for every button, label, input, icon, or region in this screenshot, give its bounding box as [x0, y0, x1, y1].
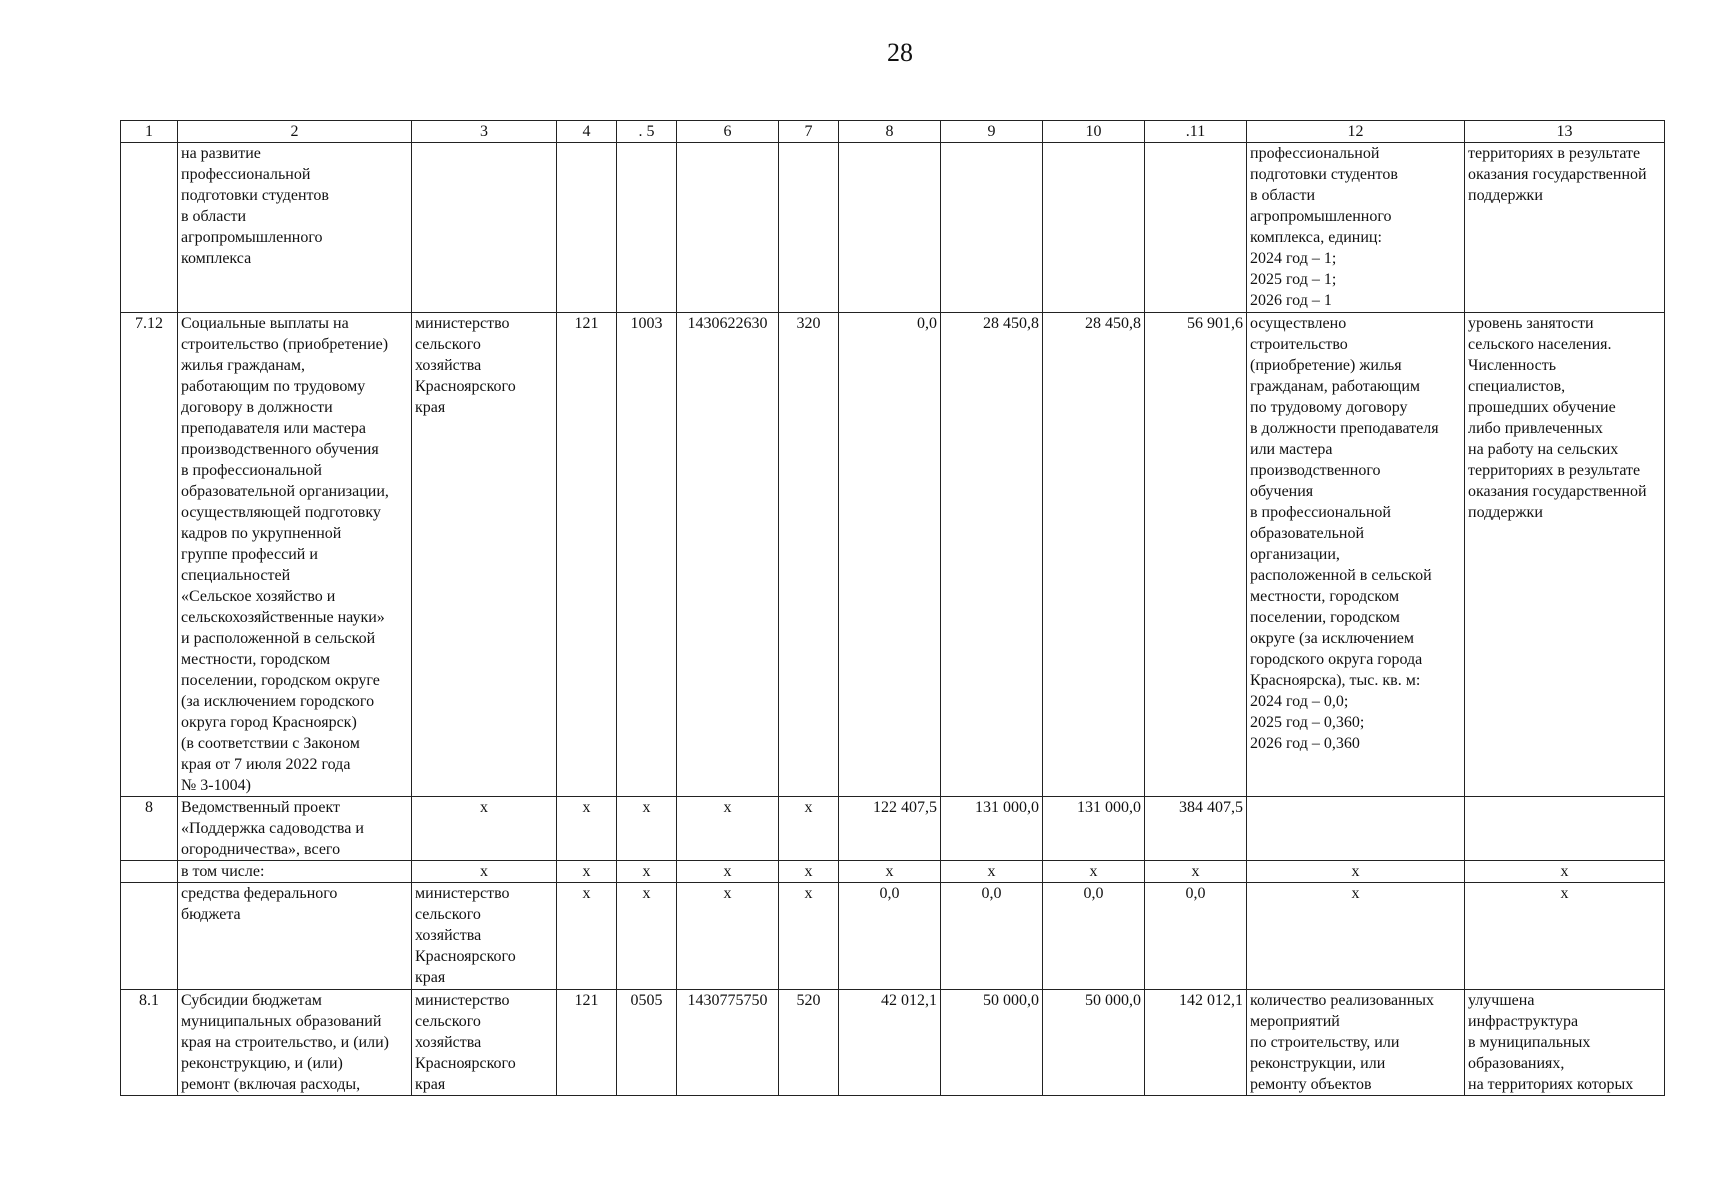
amount-2024: 42 012,1: [839, 990, 941, 1096]
amount-2026: 131 000,0: [1043, 797, 1145, 861]
amount-2024: 0,0: [839, 313, 941, 797]
indicator-effect: улучшена инфраструктура в муниципальных образованиях, на территориях которых: [1465, 990, 1665, 1096]
amount-total: 0,0: [1145, 883, 1247, 990]
col-header-11: .11: [1145, 121, 1247, 143]
code-rzpr: 1003: [617, 313, 677, 797]
column-number-row: [121, 121, 1665, 143]
code-vr: х: [779, 861, 839, 883]
col-header-8: 8: [839, 121, 941, 143]
executor: х: [412, 797, 557, 861]
col-header-4: 4: [557, 121, 617, 143]
amount-2024: 0,0: [839, 883, 941, 990]
executor: министерство сельского хозяйства Красноярского края: [412, 990, 557, 1096]
code-vr: х: [779, 883, 839, 990]
code-vr: х: [779, 797, 839, 861]
table-row: [121, 313, 1665, 797]
code-vr: 320: [779, 313, 839, 797]
code-rzpr: х: [617, 883, 677, 990]
expected-result: профессиональной подготовки студентов в области агропромышленного комплекса, единиц: 2024 год – 1; 2025 год – 1; 2026 год – 1: [1247, 143, 1465, 313]
indicator-effect: уровень занятости сельского населения. Численность специалистов, прошедших обучение либо привлеченных на работу на сельских территориях в результате оказания государственной поддержки: [1465, 313, 1665, 797]
amount-total: 142 012,1: [1145, 990, 1247, 1096]
indicator-effect: [1465, 797, 1665, 861]
code-csr: х: [677, 883, 779, 990]
event-name: средства федерального бюджета: [178, 883, 412, 990]
amount-2026: х: [1043, 861, 1145, 883]
expected-result: [1247, 797, 1465, 861]
code-csr: [677, 143, 779, 313]
table-row: [121, 143, 1665, 313]
indicator-effect: территориях в результате оказания государственной поддержки: [1465, 143, 1665, 313]
col-header-7: 7: [779, 121, 839, 143]
event-name: Субсидии бюджетам муниципальных образований края на строительство, и (или) реконструкцию, и (или) ремонт (включая расходы,: [178, 990, 412, 1096]
amount-2026: 28 450,8: [1043, 313, 1145, 797]
amount-2025: [941, 143, 1043, 313]
code-rzpr: х: [617, 861, 677, 883]
col-header-2: 2: [178, 121, 412, 143]
table-row: [121, 861, 1665, 883]
code-grbs: 121: [557, 313, 617, 797]
code-grbs: 121: [557, 990, 617, 1096]
amount-total: х: [1145, 861, 1247, 883]
col-header-12: 12: [1247, 121, 1465, 143]
executor: [412, 143, 557, 313]
code-grbs: х: [557, 883, 617, 990]
program-table: [120, 120, 1665, 1096]
event-name: в том числе:: [178, 861, 412, 883]
col-header-10: 10: [1043, 121, 1145, 143]
event-name: Ведомственный проект «Поддержка садоводства и огородничества», всего: [178, 797, 412, 861]
code-grbs: х: [557, 861, 617, 883]
code-csr: 1430622630: [677, 313, 779, 797]
code-rzpr: 0505: [617, 990, 677, 1096]
code-rzpr: х: [617, 797, 677, 861]
code-rzpr: [617, 143, 677, 313]
table-row: [121, 797, 1665, 861]
executor: министерство сельского хозяйства Красноярского края: [412, 883, 557, 990]
code-vr: [779, 143, 839, 313]
row-number: 8: [121, 797, 178, 861]
table-row: [121, 883, 1665, 990]
amount-2026: 50 000,0: [1043, 990, 1145, 1096]
row-number: [121, 143, 178, 313]
row-number: [121, 861, 178, 883]
code-csr: х: [677, 861, 779, 883]
executor: министерство сельского хозяйства Красноярского края: [412, 313, 557, 797]
amount-2026: 0,0: [1043, 883, 1145, 990]
code-csr: х: [677, 797, 779, 861]
code-grbs: [557, 143, 617, 313]
amount-2025: 0,0: [941, 883, 1043, 990]
amount-2024: 122 407,5: [839, 797, 941, 861]
page-number: 28: [887, 38, 913, 67]
event-name: Социальные выплаты на строительство (приобретение) жилья гражданам, работающим по трудовому договору в должности преподавателя или мастера производственного обучения в профессиональной образовательной организации, осуществляющей подготовку кадров по укрупненной группе профессий и специальностей «Сельское хозяйство и сельскохозяйственные науки» и расположенной в сельской местности, городском поселении, городском округе (за исключением городского округа город Красноярск) (в соответствии с Законом края от 7 июля 2022 года № 3-1004): [178, 313, 412, 797]
col-header-3: 3: [412, 121, 557, 143]
amount-2024: х: [839, 861, 941, 883]
event-name: на развитие профессиональной подготовки студентов в области агропромышленного комплекса: [178, 143, 412, 313]
col-header-6: 6: [677, 121, 779, 143]
amount-2025: 131 000,0: [941, 797, 1043, 861]
amount-total: 56 901,6: [1145, 313, 1247, 797]
expected-result: х: [1247, 883, 1465, 990]
col-header-1: 1: [121, 121, 178, 143]
expected-result: количество реализованных мероприятий по строительству, или реконструкции, или ремонту объектов: [1247, 990, 1465, 1096]
amount-total: 384 407,5: [1145, 797, 1247, 861]
amount-2025: 28 450,8: [941, 313, 1043, 797]
amount-2026: [1043, 143, 1145, 313]
col-header-5: . 5: [617, 121, 677, 143]
expected-result: осуществлено строительство (приобретение) жилья гражданам, работающим по трудовому договору в должности преподавателя или мастера производственного обучения в профессиональной образовательной организации, расположенной в сельской местности, городском поселении, городском округе (за исключением городского округа города Красноярска), тыс. кв. м: 2024 год – 0,0; 2025 год – 0,360; 2026 год – 0,360: [1247, 313, 1465, 797]
indicator-effect: х: [1465, 861, 1665, 883]
executor: х: [412, 861, 557, 883]
indicator-effect: х: [1465, 883, 1665, 990]
row-number: 8.1: [121, 990, 178, 1096]
row-number: [121, 883, 178, 990]
row-number: 7.12: [121, 313, 178, 797]
col-header-9: 9: [941, 121, 1043, 143]
code-csr: 1430775750: [677, 990, 779, 1096]
amount-total: [1145, 143, 1247, 313]
amount-2025: 50 000,0: [941, 990, 1043, 1096]
expected-result: х: [1247, 861, 1465, 883]
amount-2025: х: [941, 861, 1043, 883]
code-grbs: х: [557, 797, 617, 861]
table-row: [121, 990, 1665, 1096]
code-vr: 520: [779, 990, 839, 1096]
col-header-13: 13: [1465, 121, 1665, 143]
amount-2024: [839, 143, 941, 313]
